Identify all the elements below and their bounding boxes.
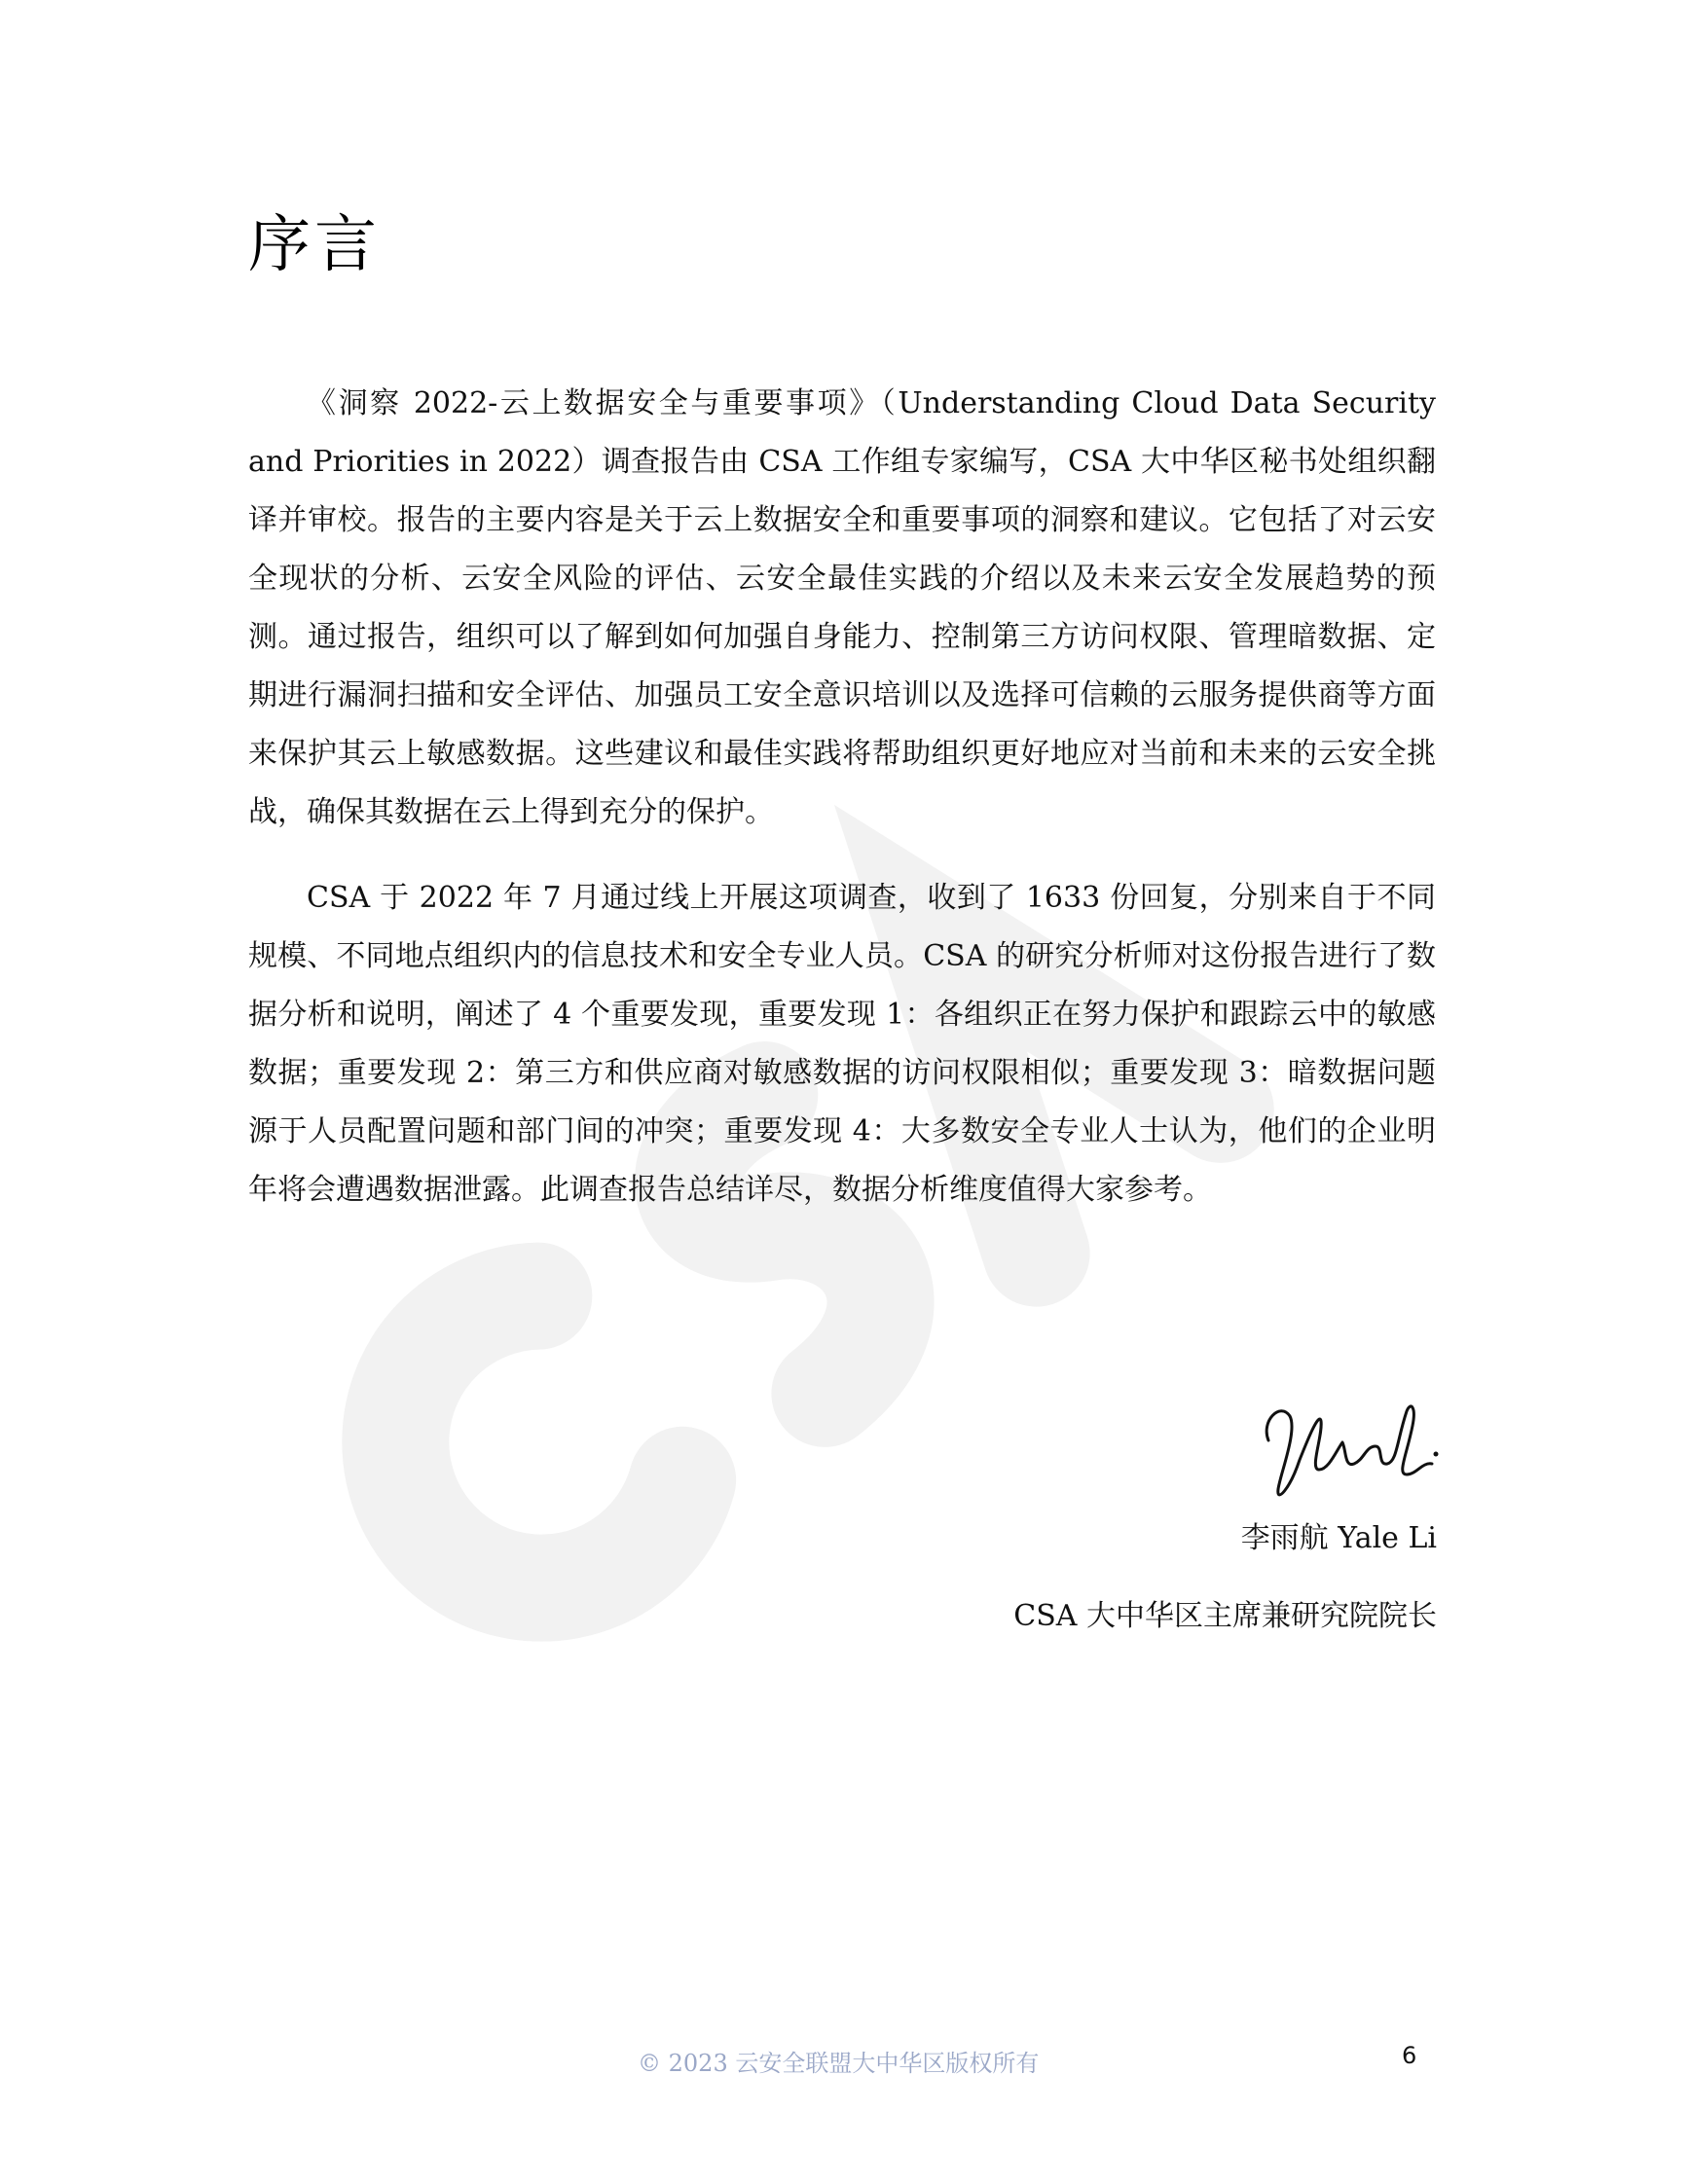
handwritten-signature <box>1251 1382 1446 1518</box>
preface-paragraph-1: 《洞察 2022-云上数据安全与重要事项》（Understanding Cloud Data Security and Priorities in 2022）调查报告由 CSA 工作组专家编写，CSA 大中华区秘书处组织翻译并审校。报告的主要内容是关于云上数据安全和重要事项的洞察和建议。它包括了对云安全现状的分析、云安全风险的评估、云安全最佳实践的介绍以及未来云安全发展趋势的预测。通过报告，组织可以了解到如何加强自身能力、控制第三方访问权限、管理暗数据、定期进行漏洞扫描和安全评估、加强员工安全意识培训以及选择可信赖的云服务提供商等方面来保护其云上敏感数据。这些建议和最佳实践将帮助组织更好地应对当前和未来的云安全挑战，确保其数据在云上得到充分的保护。 <box>248 386 1436 829</box>
signer-name: 李雨航 Yale Li <box>1240 1521 1437 1555</box>
preface-paragraph-2: CSA 于 2022 年 7 月通过线上开展这项调查，收到了 1633 份回复，分别来自于不同规模、不同地点组织内的信息技术和安全专业人员。CSA 的研究分析师对这份报告进行了数据分析和说明，阐述了 4 个重要发现，重要发现 1：各组织正在努力保护和跟踪云中的敏感数据；重要发现 2：第三方和供应商对敏感数据的访问权限相似；重要发现 3：暗数据问题源于人员配置问题和部门间的冲突；重要发现 4：大多数安全专业人士认为，他们的企业明年将会遭遇数据泄露。此调查报告总结详尽，数据分析维度值得大家参考。 <box>248 881 1436 1207</box>
page-number: 6 <box>1402 2042 1417 2069</box>
preface-body <box>248 375 1436 1247</box>
signer-title: CSA 大中华区主席兼研究院院长 <box>1013 1599 1437 1633</box>
footer-copyright: © 2023 云安全联盟大中华区版权所有 <box>638 2050 1040 2077</box>
page-title: 序言 <box>248 209 381 281</box>
